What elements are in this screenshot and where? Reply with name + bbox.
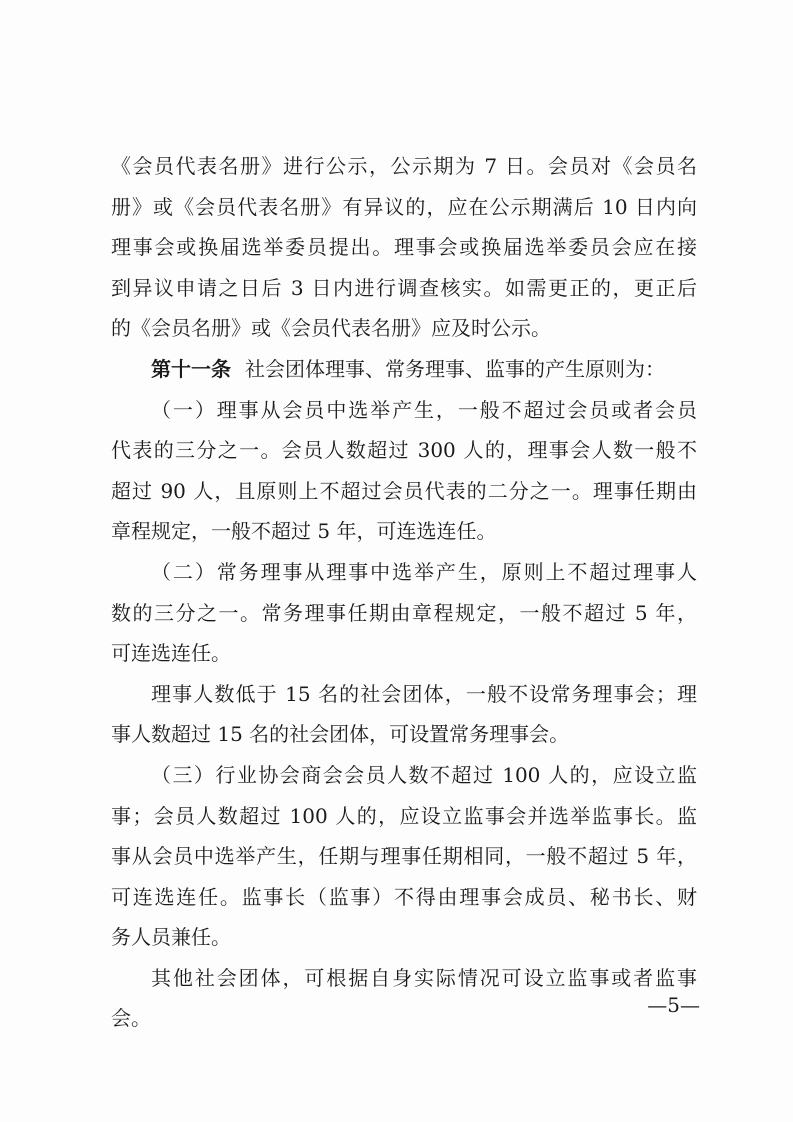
- text-line: 可连选连任。监事长（监事）不得由理事会成员、秘书长、财: [111, 884, 697, 909]
- text-line: 会。: [111, 1006, 151, 1031]
- text-line: （一）理事从会员中选举产生，一般不超过会员或者会员: [151, 397, 697, 422]
- text-line: 可连选连任。: [111, 641, 231, 666]
- text-line: 代表的三分之一。会员人数超过 300 人的，理事会人数一般不: [111, 438, 697, 463]
- text-line: 务人员兼任。: [111, 925, 231, 950]
- text-line: 册》或《会员代表名册》有异议的，应在公示期满后 10 日内向: [111, 194, 697, 219]
- text-line: 超过 90 人，且原则上不超过会员代表的二分之一。理事任期由: [111, 478, 697, 503]
- text-line: 《会员代表名册》进行公示，公示期为 7 日。会员对《会员名: [111, 154, 697, 178]
- article-line: [111, 349, 697, 390]
- document-body: [111, 146, 697, 1039]
- text-line: 数的三分之一。常务理事任期由章程规定，一般不超过 5 年，: [111, 600, 697, 625]
- text-line: （三）行业协会商会会员人数不超过 100 人的，应设立监: [151, 762, 697, 787]
- text-line: 事；会员人数超过 100 人的，应设立监事会并选举监事长。监: [111, 803, 697, 828]
- text-line: 理事会或换届选举委员提出。理事会或换届选举委员会应在接: [111, 235, 697, 260]
- article-text: 社会团体理事、常务理事、监事的产生原则为：: [245, 356, 665, 381]
- text-line: 到异议申请之日后 3 日内进行调查核实。如需更正的，更正后: [111, 275, 697, 300]
- text-line: 章程规定，一般不超过 5 年，可连选连任。: [111, 519, 497, 544]
- page-number: —5—: [647, 993, 700, 1017]
- text-line: （二）常务理事从理事中选举产生，原则上不超过理事人: [151, 559, 697, 584]
- text-line: 理事人数低于 15 名的社会团体，一般不设常务理事会；理: [151, 681, 697, 706]
- text-line: 事人数超过 15 名的社会团体，可设置常务理事会。: [111, 722, 570, 747]
- article-heading: 第十一条: [151, 356, 231, 381]
- text-line: 其他社会团体，可根据自身实际情况可设立监事或者监事: [151, 965, 697, 990]
- text-line: 事从会员中选举产生，任期与理事任期相同，一般不超过 5 年，: [111, 844, 697, 869]
- text-line: 的《会员名册》或《会员代表名册》应及时公示。: [111, 316, 551, 341]
